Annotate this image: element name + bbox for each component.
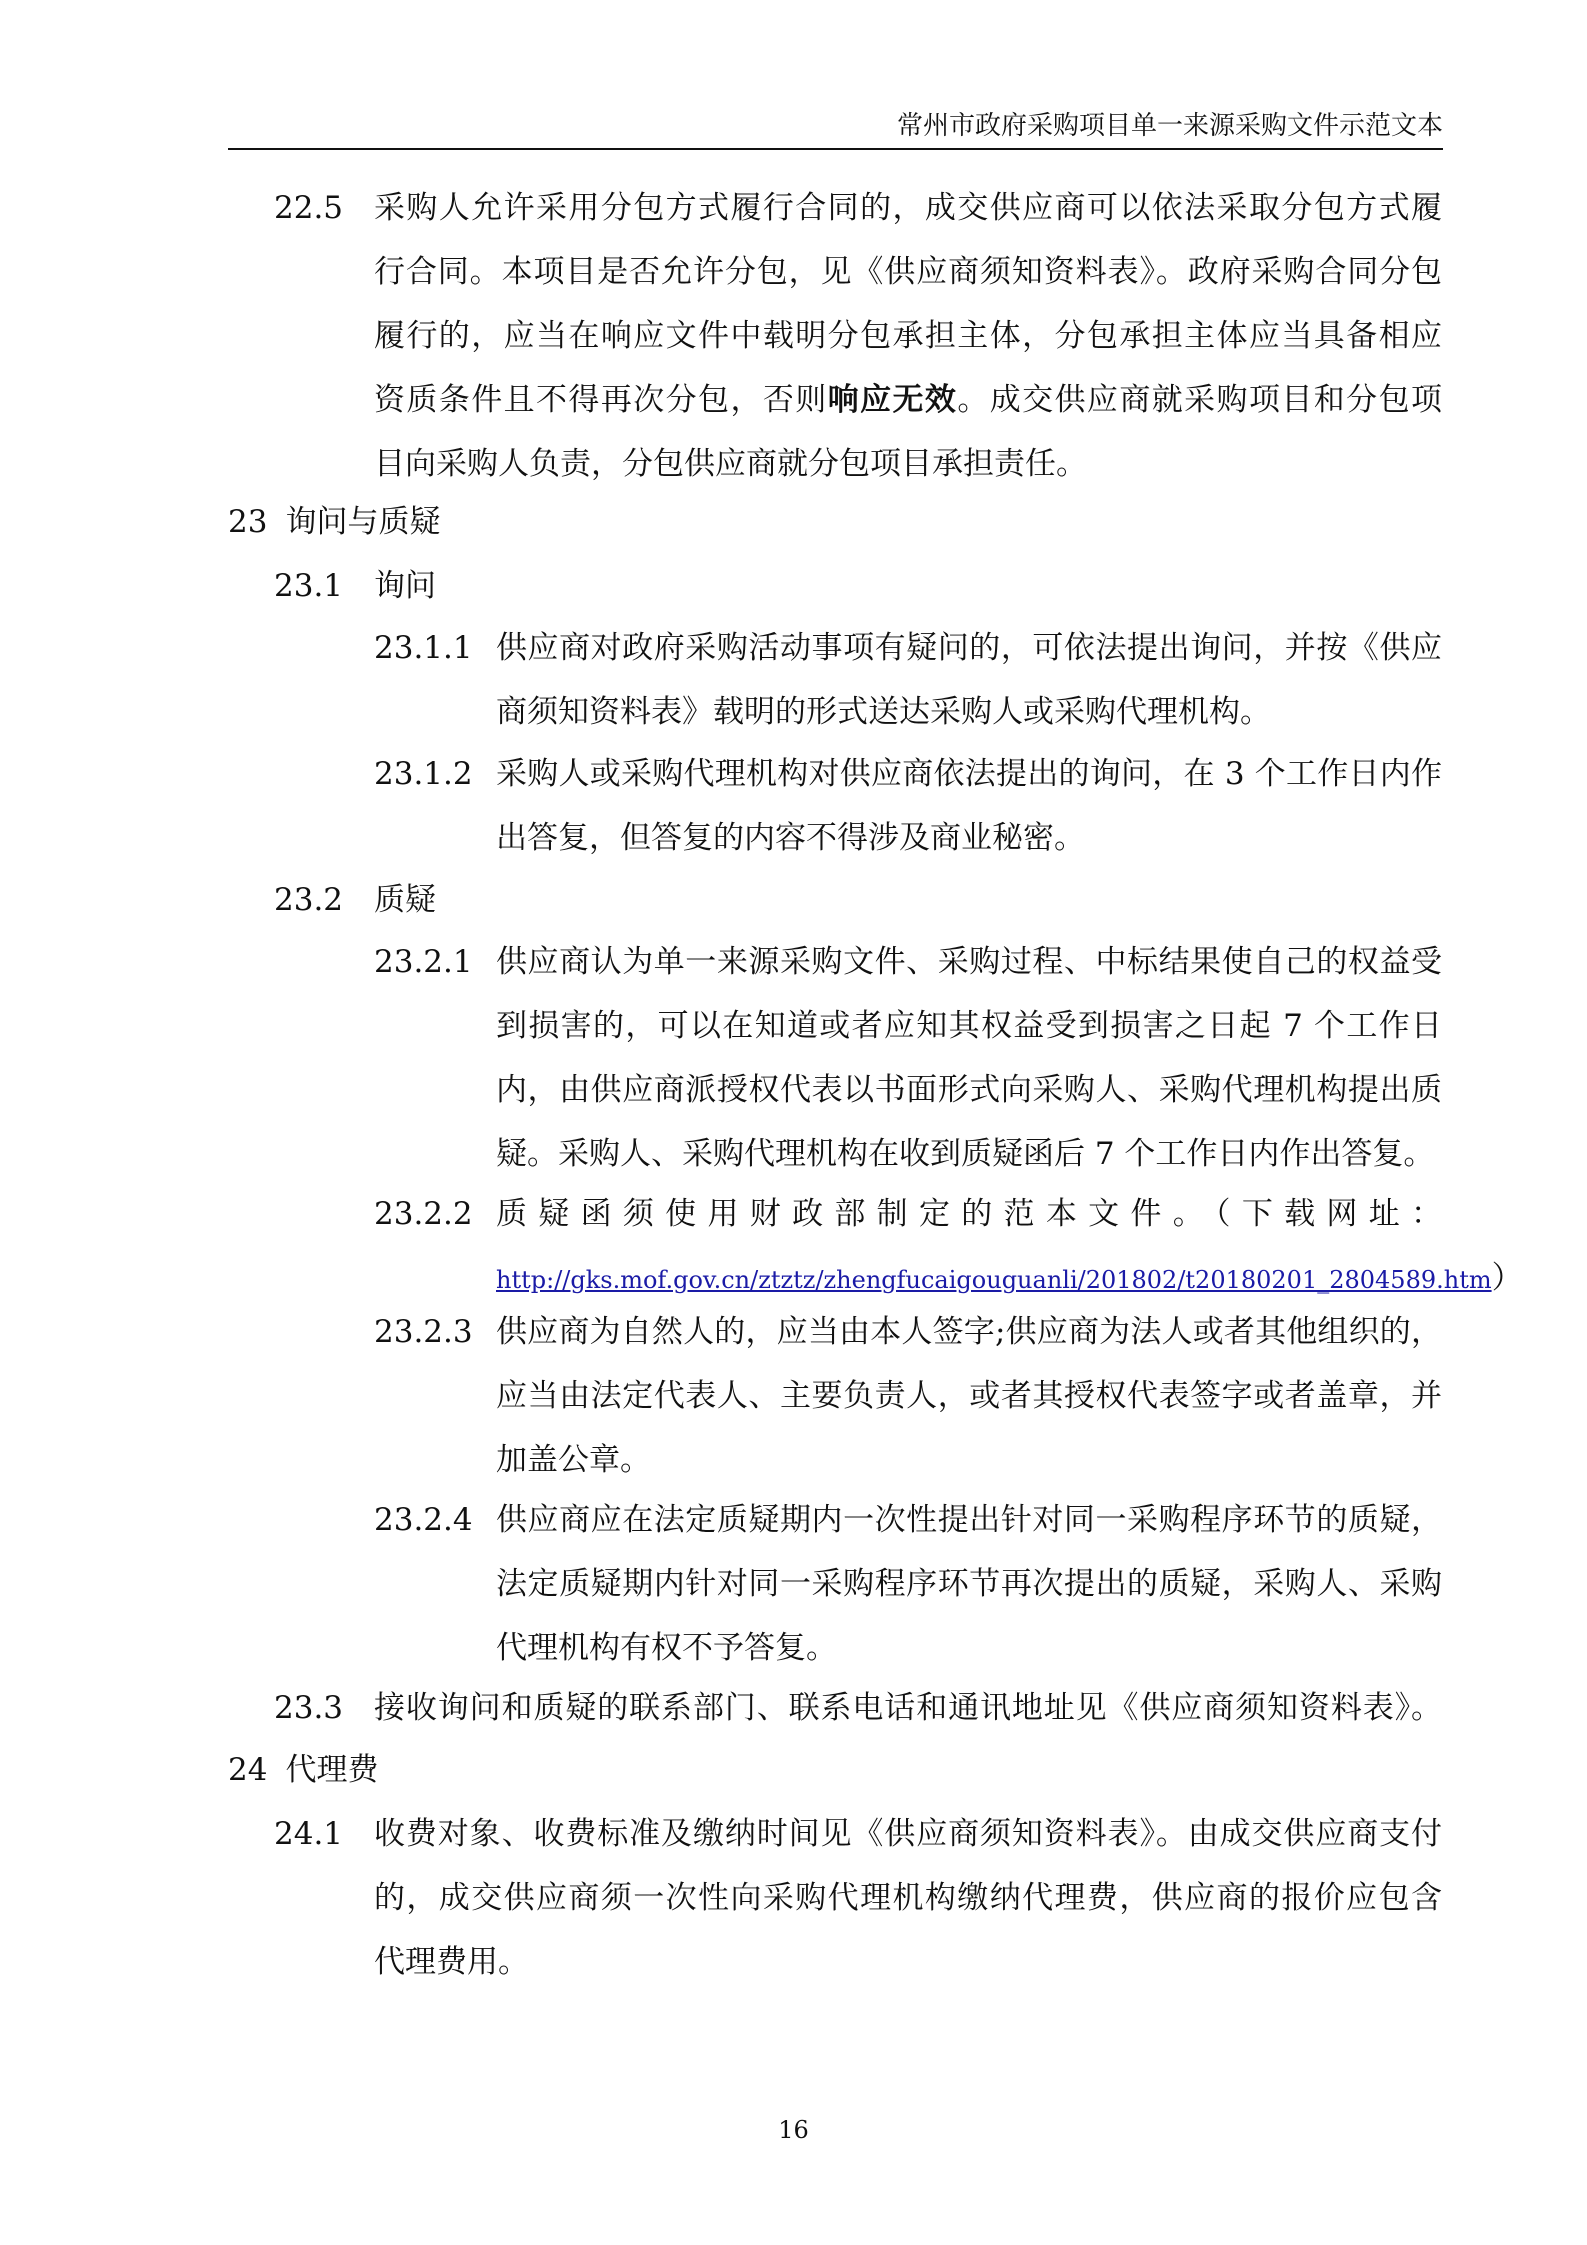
clause-23-2-3-number: 23.2.3 [374, 1314, 473, 1350]
section-23-2-heading: 23.2 质疑 [274, 882, 436, 918]
clause-23-2-2-text [496, 1182, 1523, 1310]
text-line: 收费对象、收费标准及缴纳时间见《供应商须知资料表》。由成交供应商支付 [374, 1816, 1442, 1852]
clause-24-1-text [374, 1802, 1442, 1994]
text-line: 的，成交供应商须一次性向采购代理机构缴纳代理费，供应商的报价应包含 [374, 1880, 1442, 1916]
section-23-1-heading: 23.1 询问 [274, 568, 436, 604]
clause-23-2-4-number: 23.2.4 [374, 1502, 473, 1538]
clause-23-2-1-number: 23.2.1 [374, 944, 473, 980]
clause-23-3-text [374, 1676, 1442, 1740]
clause-23-2-2-number: 23.2.2 [374, 1196, 473, 1232]
text-line: 供应商为自然人的，应当由本人签字;供应商为法人或者其他组织的， [496, 1314, 1442, 1350]
clause-22-5-text [374, 176, 1442, 496]
clause-24-1-number: 24.1 [274, 1816, 344, 1852]
page-number: 16 [778, 2116, 809, 2144]
text-line: 采购人或采购代理机构对供应商依法提出的询问，在 3 个工作日内作 [496, 756, 1442, 792]
text-line: 供应商应在法定质疑期内一次性提出针对同一采购程序环节的质疑， [496, 1502, 1442, 1538]
text-line: 疑。采购人、采购代理机构在收到质疑函后 7 个工作日内作出答复。 [496, 1136, 1435, 1172]
header-rule [228, 148, 1443, 150]
text-line: 采购人允许采用分包方式履行合同的，成交供应商可以依法采取分包方式履 [374, 190, 1442, 226]
text-line: 质疑函须使用财政部制定的范本文件。（下载网址： [496, 1196, 1442, 1232]
clause-23-2-4-text [496, 1488, 1442, 1680]
emphasis-invalid-response: 响应无效 [827, 382, 958, 418]
text-line: 代理机构有权不予答复。 [496, 1630, 837, 1666]
section-24-heading: 24 代理费 [228, 1752, 379, 1788]
download-link[interactable]: http://gks.mof.gov.cn/ztztz/zhengfucaigouguanli/201802/t20180201_2804589.htm [496, 1266, 1492, 1294]
text-line: 内，由供应商派授权代表以书面形式向采购人、采购代理机构提出质 [496, 1072, 1442, 1108]
clause-22-5-number: 22.5 [274, 190, 344, 226]
text-line: 行合同。本项目是否允许分包，见《供应商须知资料表》。政府采购合同分包 [374, 254, 1442, 290]
text-line: 接收询问和质疑的联系部门、联系电话和通讯地址见《供应商须知资料表》。 [374, 1690, 1442, 1726]
text-line: 供应商对政府采购活动事项有疑问的，可依法提出询问，并按《供应 [496, 630, 1442, 666]
text-line: 出答复，但答复的内容不得涉及商业秘密。 [496, 820, 1085, 856]
text-line: http://gks.mof.gov.cn/ztztz/zhengfucaigouguanli/201802/t20180201_2804589.htm） [496, 1260, 1523, 1296]
text-line: 法定质疑期内针对同一采购程序环节再次提出的质疑，采购人、采购 [496, 1566, 1442, 1602]
section-23-heading: 23 询问与质疑 [228, 504, 441, 540]
text-line: 到损害的，可以在知道或者应知其权益受到损害之日起 7 个工作日 [496, 1008, 1442, 1044]
text-line: 履行的，应当在响应文件中载明分包承担主体，分包承担主体应当具备相应 [374, 318, 1442, 354]
text-line: 商须知资料表》载明的形式送达采购人或采购代理机构。 [496, 694, 1271, 730]
text-line: 目向采购人负责，分包供应商就分包项目承担责任。 [374, 446, 1087, 482]
text-line: 供应商认为单一来源采购文件、采购过程、中标结果使自己的权益受 [496, 944, 1442, 980]
clause-23-1-1-text [496, 616, 1442, 744]
clause-23-3-number: 23.3 [274, 1690, 344, 1726]
text-line: 应当由法定代表人、主要负责人，或者其授权代表签字或者盖章，并 [496, 1378, 1442, 1414]
text-line: 代理费用。 [374, 1944, 529, 1980]
clause-23-1-1-number: 23.1.1 [374, 630, 473, 666]
clause-23-2-3-text [496, 1300, 1442, 1492]
running-header: 常州市政府采购项目单一来源采购文件示范文本 [896, 111, 1443, 141]
clause-23-1-2-number: 23.1.2 [374, 756, 473, 792]
text-line: 加盖公章。 [496, 1442, 651, 1478]
text-line: 资质条件且不得再次分包，否则响应无效。成交供应商就采购项目和分包项 [374, 382, 1442, 418]
clause-23-2-1-text [496, 930, 1442, 1186]
clause-23-1-2-text [496, 742, 1442, 870]
